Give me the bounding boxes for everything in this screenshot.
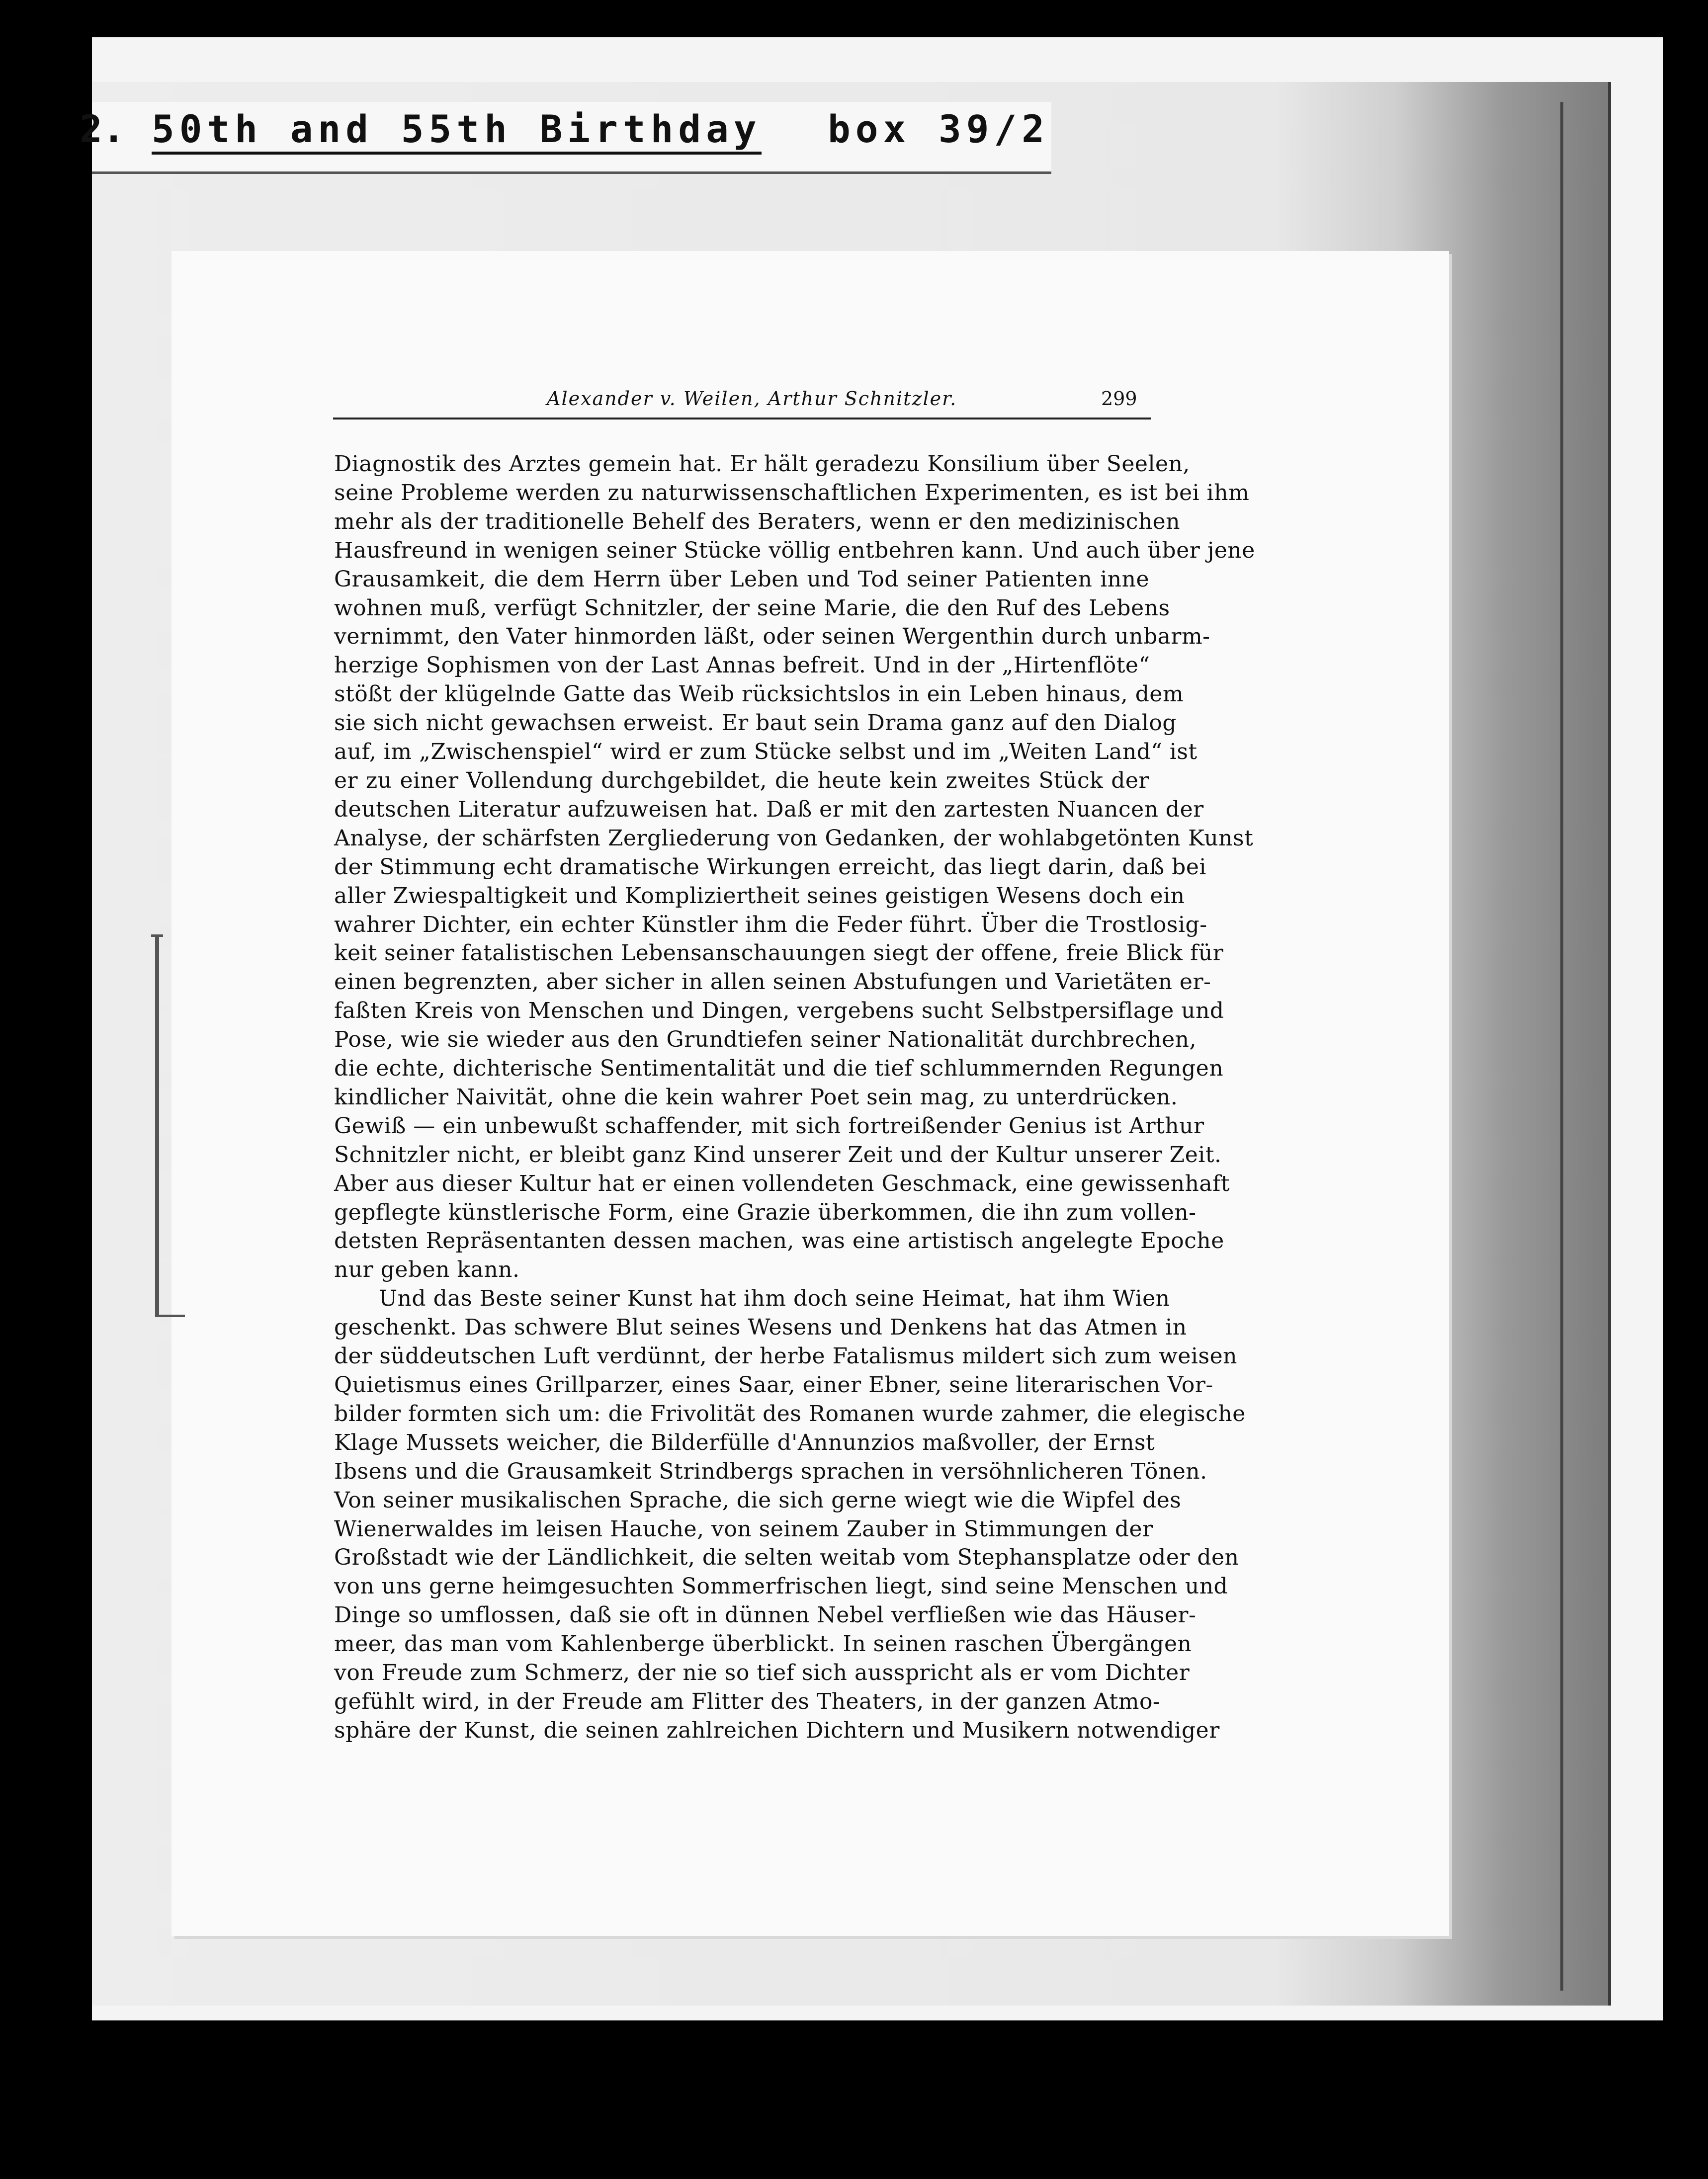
text-line: Hausfreund in wenigen seiner Stücke völlig entbehren kann. Und auch über jene bbox=[334, 537, 1255, 563]
text-line: wahrer Dichter, ein echter Künstler ihm die Feder führt. Über die Trostlosig- bbox=[334, 912, 1207, 937]
text-line: der Stimmung echt dramatische Wirkungen erreicht, das liegt darin, daß bei bbox=[334, 854, 1206, 880]
text-line: aller Zwiespaltigkeit und Kompliziertheit seines geistigen Wesens doch ein bbox=[334, 883, 1185, 909]
text-line: bilder formten sich um: die Frivolität des Romanen wurde zahmer, die elegische bbox=[334, 1401, 1246, 1426]
text-line: Wienerwaldes im leisen Hauche, von seinem Zauber in Stimmungen der bbox=[334, 1516, 1153, 1542]
text-line: die echte, dichterische Sentimentalität und die tief schlummernden Regungen bbox=[334, 1056, 1224, 1082]
text-line: deutschen Literatur aufzuweisen hat. Daß er mit den zartesten Nuancen der bbox=[334, 796, 1204, 822]
text-line: mehr als der traditionelle Behelf des Beraters, wenn er den medizinischen bbox=[334, 508, 1181, 534]
text-line: Von seiner musikalischen Sprache, die sich gerne wiegt wie die Wipfel des bbox=[334, 1487, 1182, 1513]
text-line: von Freude zum Schmerz, der nie so tief sich ausspricht als er vom Dichter bbox=[334, 1660, 1190, 1686]
folder-label-prefix: 2. bbox=[80, 107, 125, 151]
text-line: Ibsens und die Grausamkeit Strindbergs sprachen in versöhnlicheren Tönen. bbox=[334, 1458, 1207, 1484]
text-line: Analyse, der schärfsten Zergliederung von Gedanken, der wohlabgetönten Kunst bbox=[334, 825, 1254, 851]
article-body bbox=[334, 450, 1255, 1745]
text-line: detsten Repräsentanten dessen machen, was eine artistisch angelegte Epoche bbox=[334, 1228, 1224, 1254]
text-line: meer, das man vom Kahlenberge überblickt. In seinen raschen Übergängen bbox=[334, 1631, 1192, 1657]
running-head: Alexander v. Weilen, Arthur Schnitzler. bbox=[547, 388, 957, 410]
text-line: kindlicher Naivität, ohne die kein wahrer Poet sein mag, zu unterdrücken. bbox=[334, 1084, 1178, 1110]
folder-label-title: 50th and 55th Birthday bbox=[152, 107, 762, 155]
text-line: Und das Beste seiner Kunst hat ihm doch seine Heimat, hat ihm Wien bbox=[379, 1286, 1170, 1312]
text-line: von uns gerne heimgesuchten Sommerfrischen liegt, sind seine Menschen und bbox=[334, 1574, 1228, 1599]
text-line: Diagnostik des Arztes gemein hat. Er hält geradezu Konsilium über Seelen, bbox=[334, 451, 1190, 477]
text-line: Klage Mussets weicher, die Bilderfülle d'Annunzios maßvoller, der Ernst bbox=[334, 1429, 1155, 1455]
text-line: Pose, wie sie wieder aus den Grundtiefen seiner Nationalität durchbrechen, bbox=[334, 1027, 1196, 1053]
text-line: nur geben kann. bbox=[334, 1257, 520, 1283]
text-line: geschenkt. Das schwere Blut seines Wesens und Denkens hat das Atmen in bbox=[334, 1315, 1187, 1341]
text-line: herzige Sophismen von der Last Annas befreit. Und in der „Hirtenflöte“ bbox=[334, 653, 1150, 678]
text-line: Quietismus eines Grillparzer, eines Saar, einer Ebner, seine literarischen Vor- bbox=[334, 1372, 1213, 1398]
text-line: auf, im „Zwischenspiel“ wird er zum Stücke selbst und im „Weiten Land“ ist bbox=[334, 739, 1197, 765]
text-line: Aber aus dieser Kultur hat er einen vollendeten Geschmack, eine gewissenhaft bbox=[334, 1171, 1230, 1196]
text-line: sphäre der Kunst, die seinen zahlreichen Dichtern und Musikern notwendiger bbox=[334, 1717, 1220, 1743]
text-line: Gewiß — ein unbewußt schaffender, mit sich fortreißender Genius ist Arthur bbox=[334, 1113, 1204, 1139]
text-line: einen begrenzten, aber sicher in allen seinen Abstufungen und Varietäten er- bbox=[334, 969, 1211, 995]
text-line: er zu einer Vollendung durchgebildet, die heute kein zweites Stück der bbox=[334, 767, 1149, 793]
text-line: Schnitzler nicht, er bleibt ganz Kind unserer Zeit und der Kultur unserer Zeit. bbox=[334, 1142, 1222, 1168]
page-number: 299 bbox=[1101, 388, 1137, 410]
folder-label-box: box 39/2 bbox=[828, 107, 1050, 151]
header-rule bbox=[333, 418, 1151, 419]
text-line: sie sich nicht gewachsen erweist. Er baut sein Drama ganz auf den Dialog bbox=[334, 710, 1177, 736]
text-line: Dinge so umflossen, daß sie oft in dünnen Nebel verfließen wie das Häuser- bbox=[334, 1602, 1196, 1628]
text-line: wohnen muß, verfügt Schnitzler, der seine Marie, die den Ruf des Lebens bbox=[334, 595, 1170, 621]
text-line: seine Probleme werden zu naturwissenschaftlichen Experimenten, es ist bei ihm bbox=[334, 480, 1250, 505]
text-line: der süddeutschen Luft verdünnt, der herbe Fatalismus mildert sich zum weisen bbox=[334, 1343, 1237, 1369]
margin-pencil-mark bbox=[155, 934, 159, 1317]
text-line: Großstadt wie der Ländlichkeit, die selten weitab vom Stephansplatze oder den bbox=[334, 1545, 1239, 1571]
text-line: stößt der klügelnde Gatte das Weib rücksichtslos in ein Leben hinaus, dem bbox=[334, 681, 1184, 707]
text-line: vernimmt, den Vater hinmorden läßt, oder seinen Wergenthin durch unbarm- bbox=[334, 624, 1210, 650]
text-line: keit seiner fatalistischen Lebensanschauungen siegt der offene, freie Blick für bbox=[334, 940, 1224, 966]
text-line: gefühlt wird, in der Freude am Flitter des Theaters, in der ganzen Atmo- bbox=[334, 1688, 1161, 1714]
text-line: gepflegte künstlerische Form, eine Grazie überkommen, die ihn zum vollen- bbox=[334, 1199, 1196, 1225]
text-line: Grausamkeit, die dem Herrn über Leben und Tod seiner Patienten inne bbox=[334, 566, 1149, 592]
text-line: faßten Kreis von Menschen und Dingen, vergebens sucht Selbstpersiflage und bbox=[334, 998, 1224, 1024]
